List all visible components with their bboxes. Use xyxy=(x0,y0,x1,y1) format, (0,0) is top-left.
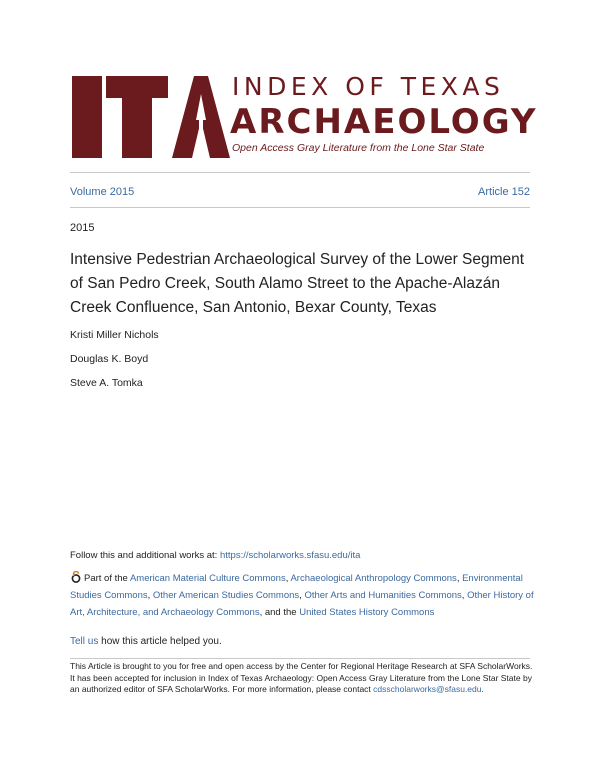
tell-us-link[interactable]: Tell us xyxy=(70,636,99,647)
publication-year: 2015 xyxy=(70,222,95,234)
author-2: Douglas K. Boyd xyxy=(70,353,149,365)
footer-end: . xyxy=(481,684,484,694)
logo-line-archaeology: ARCHAEOLOGY xyxy=(230,102,538,142)
commons-link-american-material-culture[interactable]: American Material Culture Commons xyxy=(129,573,286,584)
divider-meta xyxy=(70,207,530,208)
open-access-icon xyxy=(70,571,82,583)
separator: , xyxy=(285,573,291,584)
divider-footer xyxy=(70,658,530,659)
logo-line-index-of-texas: INDEX OF TEXAS xyxy=(232,72,505,101)
author-3: Steve A. Tomka xyxy=(70,377,143,389)
follow-url-link[interactable]: https://scholarworks.sfasu.edu/ita xyxy=(219,550,361,561)
separator: , xyxy=(299,590,305,601)
commons-link-us-history[interactable]: United States History Commons xyxy=(299,607,435,618)
ita-logo-mark xyxy=(72,72,230,158)
footer-text: This Article is brought to you for free and open access by the Center for Regional Heritage Research at SFA ScholarWorks. It has been accepted for inclusion in Index of Texas Archaeology: Open Access Gray Literature from the Lone Star State by an authorized editor of SFA ScholarWorks. For more information, please contact xyxy=(70,661,533,694)
article-link[interactable]: Article 152 xyxy=(478,186,530,198)
contact-email-link[interactable]: cdsscholarworks@sfasu.edu xyxy=(373,684,482,694)
separator: , xyxy=(147,590,153,601)
commons-link-environmental-studies[interactable]: Environmental Studies Commons xyxy=(70,573,523,601)
commons-link-other-history-art[interactable]: Other History of Art, Architecture, and Archaeology Commons xyxy=(70,590,534,618)
divider-top xyxy=(70,172,530,173)
part-of-prefix: Part of the xyxy=(84,573,130,584)
tell-us-rest: how this article helped you. xyxy=(98,636,222,647)
tell-us-line xyxy=(70,636,222,647)
commons-link-other-arts-humanities[interactable]: Other Arts and Humanities Commons xyxy=(304,590,462,601)
separator: , and the xyxy=(259,607,300,618)
separator: , xyxy=(461,590,468,601)
follow-line xyxy=(70,550,360,561)
follow-label: Follow this and additional works at: xyxy=(70,550,220,561)
logo-tagline: Open Access Gray Literature from the Lone Star State xyxy=(232,142,485,154)
commons-link-archaeological-anthropology[interactable]: Archaeological Anthropology Commons xyxy=(290,573,457,584)
part-of-commons xyxy=(70,570,535,621)
commons-link-other-american-studies[interactable]: Other American Studies Commons xyxy=(152,590,300,601)
footer-notice xyxy=(70,661,535,696)
volume-link[interactable]: Volume 2015 xyxy=(70,186,135,198)
author-1: Kristi Miller Nichols xyxy=(70,329,159,341)
separator: , xyxy=(456,573,463,584)
article-title: Intensive Pedestrian Archaeological Survey of the Lower Segment of San Pedro Creek, South Alamo Street to the Apache-Alazán Creek Confluence, San Antonio, Bexar County, Texas xyxy=(70,251,525,316)
